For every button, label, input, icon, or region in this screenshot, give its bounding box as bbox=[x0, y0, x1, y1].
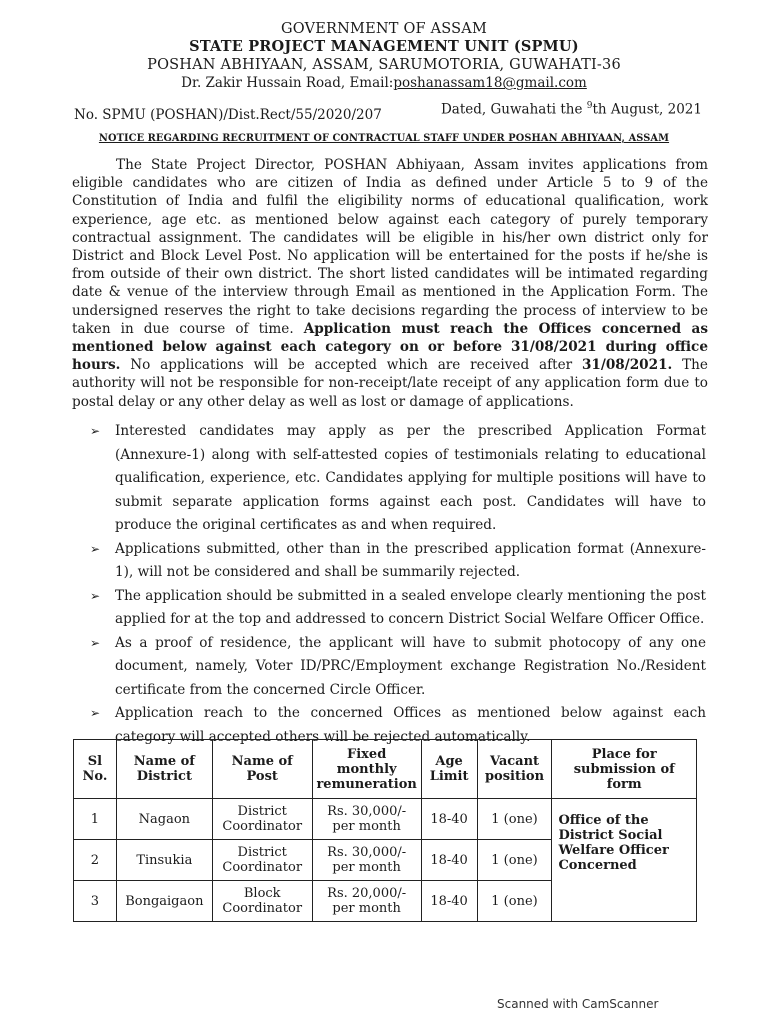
cell-sl: 2 bbox=[74, 840, 117, 881]
cell-place-of-submission: Office of the District Social Welfare Officer Concerned bbox=[552, 799, 697, 922]
intro-paragraph bbox=[72, 156, 708, 411]
instruction-text: Interested candidates may apply as per the prescribed Application Format (Annexure-1) along with self-attested copies of testimonials relating to educational qualification, experience, etc. Candidates applying for multiple positions will have to submit separate application forms against each post. Candidates will have to produce the original certificates as and when required. bbox=[115, 423, 706, 533]
arrow-bullet-icon: ➢ bbox=[90, 424, 101, 438]
date-day: 9 bbox=[586, 101, 593, 111]
col-header-sl: Sl No. bbox=[74, 740, 117, 799]
arrow-bullet-icon: ➢ bbox=[90, 635, 101, 650]
instruction-text: Applications submitted, other than in the prescribed application format (Annexure-1), will not be considered and shall be summarily rejected. bbox=[115, 540, 706, 580]
date-prefix: Dated, Guwahati the bbox=[440, 101, 587, 118]
arrow-bullet-icon: ➢ bbox=[90, 541, 101, 556]
cell-sl: 3 bbox=[74, 881, 117, 922]
instruction-text: As a proof of residence, the applicant will have to submit photocopy of any one document, namely, Voter ID/PRC/Employment exchange Registration No./Resident certificate from the concerned Circle Officer. bbox=[115, 634, 706, 698]
arrow-bullet-icon: ➢ bbox=[90, 588, 101, 603]
scanner-watermark: Scanned with CamScanner bbox=[497, 997, 659, 1011]
instruction-text: Application reach to the concerned Offices as mentioned below against each category will accepted others will be rejected automatically. bbox=[115, 705, 706, 745]
cell-post: Block Coordinator bbox=[212, 881, 312, 922]
instruction-text: The application should be submitted in a sealed envelope clearly mentioning the post applied for at the top and addressed to concern District Social Welfare Officer Office. bbox=[115, 587, 706, 627]
date-rest: August, 2021 bbox=[606, 101, 702, 118]
date-suffix: th bbox=[592, 101, 607, 118]
col-header-vacant: Vacant position bbox=[477, 740, 552, 799]
cell-vacant: 1 (one) bbox=[477, 881, 552, 922]
instruction-item bbox=[90, 538, 706, 585]
header-spmu: STATE PROJECT MANAGEMENT UNIT (SPMU) bbox=[189, 38, 579, 55]
col-header-place: Place for submission of form bbox=[552, 740, 697, 799]
cell-age: 18-40 bbox=[421, 840, 477, 881]
arrow-bullet-icon: ➢ bbox=[90, 706, 101, 720]
col-header-district: Name of District bbox=[116, 740, 212, 799]
instruction-item bbox=[90, 420, 706, 538]
header-address: POSHAN ABHIYAAN, ASSAM, SARUMOTORIA, GUWAHATI-36 bbox=[147, 57, 621, 73]
cell-post: District Coordinator bbox=[212, 840, 312, 881]
col-header-age: Age Limit bbox=[421, 740, 477, 799]
header-road: Dr. Zakir Hussain Road, Email: bbox=[181, 75, 394, 91]
paragraph-part-1: The State Project Director, POSHAN Abhiyaan, Assam invites applications from eligible candidates who are citizen of India as defined under Article 5 to 9 of the Constitution of India and fulfil the eligibility norms of educational qualification, work experience, age etc. as mentioned below against each category of purely temporary contractual assignment. The candidates will be eligible in his/her own district only for District and Block Level Post. No application will be entertained for the posts if he/she is from outside of their own district. The short listed candidates will be intimated regarding date & venue of the interview through Email as mentioned in the Application Form. The undersigned reserves the right to take decisions regarding the process of interview to be taken in due course of time. bbox=[72, 157, 708, 337]
cell-sl: 1 bbox=[74, 799, 117, 840]
cell-vacant: 1 (one) bbox=[477, 840, 552, 881]
cell-district: Tinsukia bbox=[116, 840, 212, 881]
instruction-item bbox=[90, 632, 706, 703]
table-row bbox=[74, 799, 697, 840]
reference-date bbox=[441, 101, 702, 118]
cell-age: 18-40 bbox=[421, 881, 477, 922]
cell-vacant: 1 (one) bbox=[477, 799, 552, 840]
cell-remuneration: Rs. 20,000/- per month bbox=[312, 881, 421, 922]
col-header-remuneration: Fixed monthly remuneration bbox=[312, 740, 421, 799]
paragraph-part-2: No applications will be accepted which are received after bbox=[120, 357, 582, 374]
vacancy-table bbox=[73, 739, 697, 922]
cell-age: 18-40 bbox=[421, 799, 477, 840]
cell-district: Bongaigaon bbox=[116, 881, 212, 922]
paragraph-deadline-bold: Application must reach the Offices concerned as mentioned below against each category on or before 31/08/2021 during office hours. bbox=[72, 320, 708, 374]
header-email-link[interactable]: poshanassam18@gmail.com bbox=[393, 75, 587, 91]
cell-remuneration: Rs. 30,000/- per month bbox=[312, 840, 421, 881]
paragraph-date-bold: 31/08/2021. bbox=[581, 357, 673, 374]
table-header-row bbox=[74, 740, 697, 799]
instruction-list bbox=[90, 420, 706, 749]
paragraph-part-3: The authority will not be responsible for non-receipt/late receipt of any application form due to postal delay or any other delay as well as lost or damage of applications. bbox=[72, 357, 708, 410]
cell-remuneration: Rs. 30,000/- per month bbox=[312, 799, 421, 840]
instruction-item bbox=[90, 585, 706, 632]
cell-post: District Coordinator bbox=[212, 799, 312, 840]
header-road-email bbox=[0, 75, 768, 91]
notice-title: NOTICE REGARDING RECRUITMENT OF CONTRACTUAL STAFF UNDER POSHAN ABHIYAAN, ASSAM bbox=[98, 133, 670, 144]
reference-number: No. SPMU (POSHAN)/Dist.Rect/55/2020/207 bbox=[74, 107, 382, 123]
col-header-post: Name of Post bbox=[212, 740, 312, 799]
header-government: GOVERNMENT OF ASSAM bbox=[280, 21, 488, 37]
cell-district: Nagaon bbox=[116, 799, 212, 840]
